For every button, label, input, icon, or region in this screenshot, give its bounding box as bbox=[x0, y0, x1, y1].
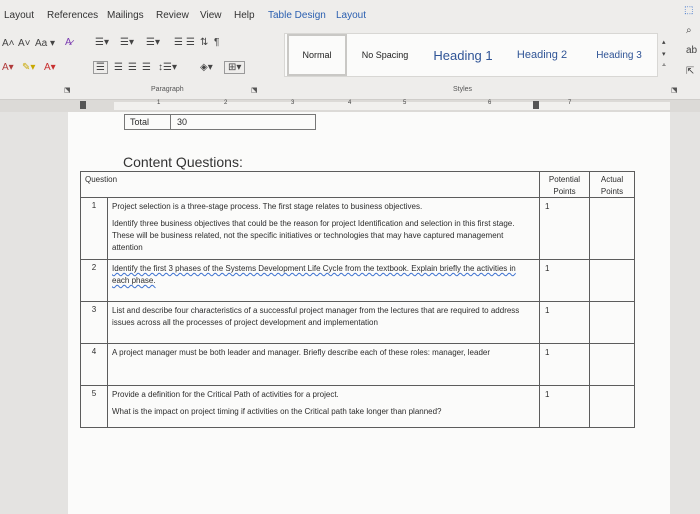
ruler-number: 2 bbox=[224, 100, 228, 106]
share-icon[interactable]: ⬚ bbox=[684, 5, 694, 16]
borders-icon[interactable]: ⊞▾ bbox=[224, 61, 245, 74]
total-value: 30 bbox=[177, 117, 188, 127]
potential-points-cell[interactable]: 1 bbox=[540, 344, 590, 386]
font-color-icon[interactable]: A▾ bbox=[44, 62, 56, 73]
question-cell[interactable] bbox=[108, 386, 540, 428]
ribbon bbox=[0, 0, 700, 100]
tab-help[interactable]: Help bbox=[234, 10, 255, 21]
style-heading-2[interactable]: Heading 2 bbox=[516, 49, 568, 61]
line-spacing-icon[interactable]: ↕☰▾ bbox=[158, 62, 177, 73]
question-cell[interactable] bbox=[108, 198, 540, 260]
style-heading-1[interactable]: Heading 1 bbox=[433, 47, 493, 63]
select-icon[interactable]: ⇱ bbox=[686, 66, 695, 77]
tab-table-design[interactable]: Table Design bbox=[268, 10, 326, 21]
question-text: Project selection is a three-stage process. The first stage relates to business objectives. bbox=[112, 202, 423, 212]
align-right-icon[interactable]: ☰ bbox=[128, 62, 137, 73]
styles-gallery bbox=[284, 33, 658, 77]
align-left-icon[interactable]: ☰ bbox=[93, 61, 108, 74]
ruler-number: 6 bbox=[488, 100, 492, 106]
tab-layout[interactable]: Layout bbox=[4, 10, 35, 21]
decrease-indent-icon[interactable]: ☰ bbox=[174, 37, 183, 48]
question-cell[interactable] bbox=[108, 260, 540, 302]
shading-icon[interactable]: ◈▾ bbox=[200, 62, 213, 73]
actual-points-cell[interactable] bbox=[590, 344, 635, 386]
question-cell[interactable] bbox=[108, 344, 540, 386]
ruler-left-marker[interactable] bbox=[80, 101, 86, 109]
style-heading-3[interactable]: Heading 3 bbox=[596, 49, 642, 61]
table-row[interactable] bbox=[81, 344, 635, 386]
total-table[interactable] bbox=[124, 114, 316, 130]
table-row[interactable] bbox=[81, 260, 635, 302]
row-number: 3 bbox=[81, 302, 108, 344]
question-text: What is the impact on project timing if activities on the Critical path take longer than planned? bbox=[112, 407, 442, 417]
potential-points-cell[interactable]: 1 bbox=[540, 302, 590, 344]
styles-scroll-down-icon[interactable]: ▾ bbox=[662, 51, 666, 58]
table-header-row bbox=[81, 172, 635, 198]
multilevel-list-icon[interactable]: ☰▾ bbox=[146, 37, 160, 48]
question-header: Question bbox=[81, 172, 540, 198]
question-cell[interactable] bbox=[108, 302, 540, 344]
numbering-icon[interactable]: ☰▾ bbox=[120, 37, 134, 48]
actual-points-cell[interactable] bbox=[590, 198, 635, 260]
sort-icon[interactable]: ⇅ bbox=[200, 37, 209, 48]
styles-dialog-launcher-icon[interactable]: ⬔ bbox=[671, 87, 678, 94]
font-dialog-launcher-icon[interactable]: ⬔ bbox=[64, 87, 71, 94]
row-number: 1 bbox=[81, 198, 108, 260]
row-number: 4 bbox=[81, 344, 108, 386]
actual-points-cell[interactable] bbox=[590, 386, 635, 428]
question-text: List and describe four characteristics of a successful project manager from the lectures that are required to address issues across all the processes of project development and implementation bbox=[112, 306, 520, 328]
increase-indent-icon[interactable]: ☰ bbox=[186, 37, 195, 48]
replace-icon[interactable]: ab bbox=[686, 45, 698, 56]
styles-group-label: Styles bbox=[453, 86, 473, 93]
ruler-track bbox=[114, 102, 670, 110]
ruler-column-marker[interactable] bbox=[533, 101, 539, 109]
question-text: A project manager must be both leader and manager. Briefly describe each of these roles: manager, leader bbox=[112, 348, 490, 358]
actual-points-cell[interactable] bbox=[590, 302, 635, 344]
content-questions-heading: Content Questions: bbox=[123, 154, 243, 170]
question-text: Identify the first 3 phases of the Systems Development Life Cycle from the textbook. Explain briefly the activities in each phase. bbox=[112, 264, 516, 286]
decrease-font-size-icon[interactable]: A˅ bbox=[18, 38, 31, 49]
horizontal-ruler[interactable] bbox=[0, 100, 700, 112]
paragraph-group-label: Paragraph bbox=[151, 86, 184, 93]
text-effects-icon[interactable]: A▾ bbox=[2, 62, 14, 73]
row-number: 5 bbox=[81, 386, 108, 428]
bullets-icon[interactable]: ☰▾ bbox=[95, 37, 109, 48]
question-text: Provide a definition for the Critical Path of activities for a project. bbox=[112, 390, 339, 400]
paragraph-dialog-launcher-icon[interactable]: ⬔ bbox=[251, 87, 258, 94]
styles-scroll-up-icon[interactable]: ▴ bbox=[662, 39, 666, 46]
ruler-number: 1 bbox=[157, 100, 161, 106]
change-case-label: Aa bbox=[35, 38, 48, 49]
tab-view[interactable]: View bbox=[200, 10, 222, 21]
table-row[interactable] bbox=[81, 302, 635, 344]
change-case-button[interactable]: Aa ▾ bbox=[35, 38, 56, 49]
tab-table-layout[interactable]: Layout bbox=[336, 10, 367, 21]
table-row[interactable] bbox=[81, 386, 635, 428]
increase-font-size-icon[interactable]: A˄ bbox=[2, 38, 15, 49]
ruler-number: 4 bbox=[348, 100, 352, 106]
ruler-number: 3 bbox=[291, 100, 295, 106]
actual-points-header: Actual Points bbox=[590, 172, 635, 198]
row-number: 2 bbox=[81, 260, 108, 302]
questions-table[interactable] bbox=[80, 171, 635, 428]
tab-review[interactable]: Review bbox=[156, 10, 189, 21]
question-text: Identify three business objectives that could be the reason for project Identification and selection in this first stage. These will be business related, not the specific initiatives or technologies that may have captured management attention bbox=[112, 219, 515, 253]
tab-mailings[interactable]: Mailings bbox=[107, 10, 144, 21]
total-label: Total bbox=[125, 115, 171, 129]
potential-points-header: Potential Points bbox=[540, 172, 590, 198]
tab-references[interactable]: References bbox=[47, 10, 99, 21]
potential-points-cell[interactable]: 1 bbox=[540, 198, 590, 260]
ruler-number: 5 bbox=[403, 100, 407, 106]
clear-formatting-icon[interactable]: A̷ bbox=[65, 37, 72, 48]
highlight-color-icon[interactable]: ✎▾ bbox=[22, 62, 36, 73]
show-marks-icon[interactable]: ¶ bbox=[214, 37, 220, 48]
ruler-number: 7 bbox=[568, 100, 572, 106]
justify-icon[interactable]: ☰ bbox=[142, 62, 151, 73]
potential-points-cell[interactable]: 1 bbox=[540, 260, 590, 302]
table-row[interactable] bbox=[81, 198, 635, 260]
potential-points-cell[interactable]: 1 bbox=[540, 386, 590, 428]
align-center-icon[interactable]: ☰ bbox=[114, 62, 123, 73]
find-icon[interactable]: ⌕ bbox=[686, 25, 692, 36]
style-normal[interactable]: Normal bbox=[287, 34, 347, 76]
styles-more-icon[interactable]: ⩡ bbox=[662, 62, 666, 69]
style-no-spacing[interactable]: No Spacing bbox=[361, 50, 409, 60]
actual-points-cell[interactable] bbox=[590, 260, 635, 302]
